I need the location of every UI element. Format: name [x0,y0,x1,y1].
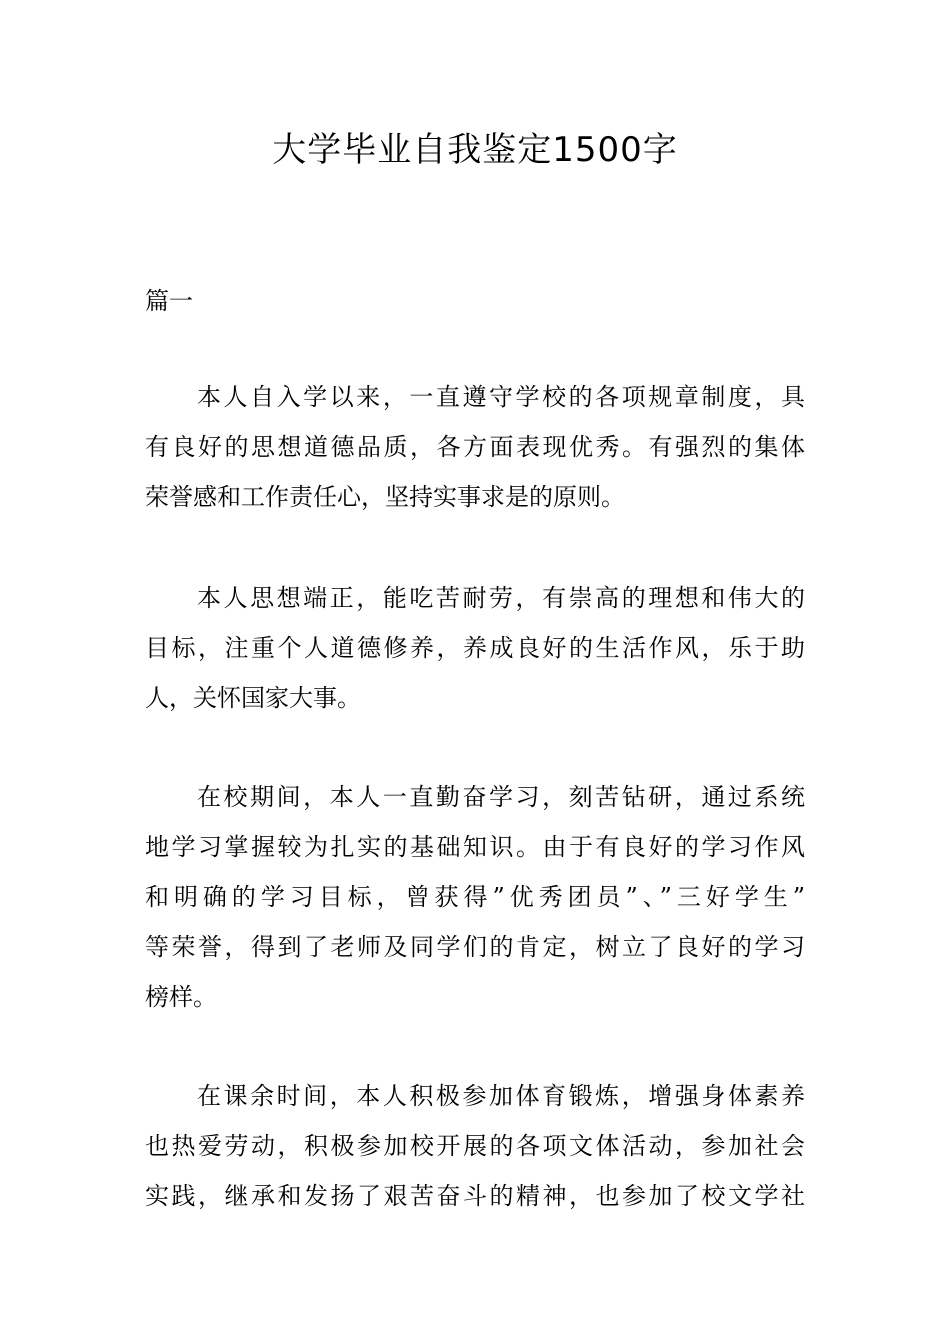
paragraph-3 [145,772,805,1022]
paragraph-line: 人，关怀国家大事。 [145,684,361,712]
document-title: 大学毕业自我鉴定1500字 [272,130,678,170]
paragraph-line: 本人思想端正，能吃苦耐劳，有崇高的理想和伟大的 [197,584,805,612]
paragraph-line: 荣誉感和工作责任心，坚持实事求是的原则。 [145,483,625,511]
paragraph-line: 有良好的思想道德品质，各方面表现优秀。有强烈的集体 [145,433,805,461]
paragraph-line: 榜样。 [145,983,217,1011]
paragraph-1 [145,372,805,522]
paragraph-line: 地学习掌握较为扎实的基础知识。由于有良好的学习作风 [145,833,805,861]
paragraph-line: 等荣誉，得到了老师及同学们的肯定，树立了良好的学习 [145,933,805,961]
paragraph-line: 本人自入学以来，一直遵守学校的各项规章制度，具 [197,383,805,411]
section-label: 篇一 [145,287,193,315]
paragraph-line: 和明确的学习目标，曾获得”优秀团员”、”三好学生” [145,883,805,911]
paragraph-line: 在校期间，本人一直勤奋学习，刻苦钻研，通过系统 [197,783,805,811]
paragraph-line: 也热爱劳动，积极参加校开展的各项文体活动，参加社会 [145,1132,805,1160]
paragraph-line: 实践，继承和发扬了艰苦奋斗的精神，也参加了校文学社 [145,1182,805,1210]
paragraph-line: 在课余时间，本人积极参加体育锻炼，增强身体素养 [197,1082,805,1110]
paragraph-4 [145,1071,805,1221]
paragraph-2 [145,573,805,723]
paragraph-line: 目标，注重个人道德修养，养成良好的生活作风，乐于助 [145,634,805,662]
